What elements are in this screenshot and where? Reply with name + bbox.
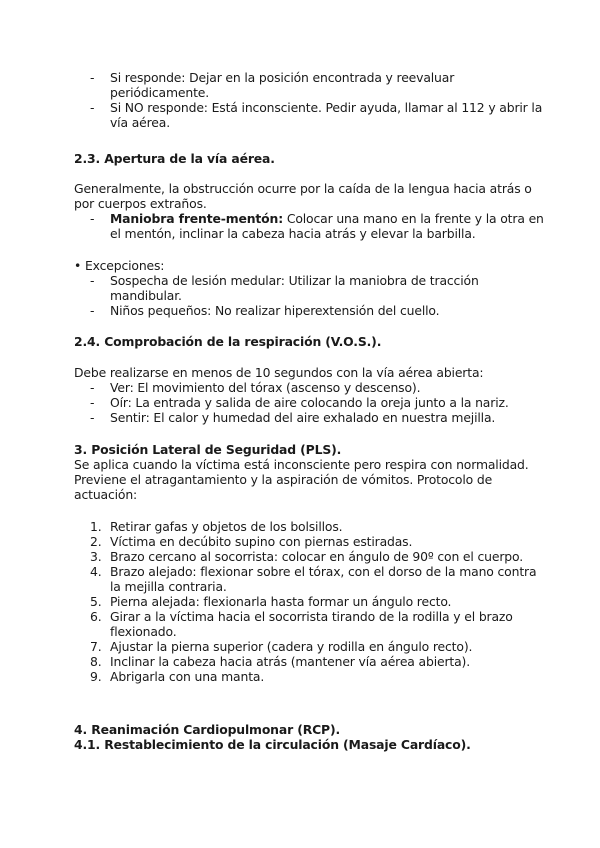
exceptions-list xyxy=(74,273,544,318)
top-list xyxy=(74,70,544,130)
section-heading-2-3: 2.3. Apertura de la vía aérea. xyxy=(74,151,275,166)
breathing-intro: Debe realizarse en menos de 10 segundos con la vía aérea abierta: xyxy=(74,365,484,380)
list-item xyxy=(74,609,544,639)
list-item xyxy=(74,669,544,684)
step-number: 8. xyxy=(90,654,102,669)
step-text: Inclinar la cabeza hacia atrás (mantener vía aérea abierta). xyxy=(110,654,471,669)
step-text: Retirar gafas y objetos de los bolsillos. xyxy=(110,519,343,534)
section-heading-2-4: 2.4. Comprobación de la respiración (V.O.S.). xyxy=(74,334,382,349)
list-item xyxy=(74,549,544,564)
vos-list xyxy=(74,380,544,425)
list-item xyxy=(74,519,544,534)
list-item: - Si responde: Dejar en la posición encontrada y reevaluar periódicamente. xyxy=(74,70,544,100)
step-text: Brazo cercano al socorrista: colocar en ángulo de 90º con el cuerpo. xyxy=(110,549,523,564)
step-number: 7. xyxy=(90,639,102,654)
list-item: - Sentir: El calor y humedad del aire exhalado en nuestra mejilla. xyxy=(74,410,544,425)
section-heading-4-1: 4.1. Restablecimiento de la circulación (Masaje Cardíaco). xyxy=(74,737,471,752)
pls-steps xyxy=(74,519,544,684)
step-text: Víctima en decúbito supino con piernas estiradas. xyxy=(110,534,413,549)
pls-intro: Se aplica cuando la víctima está inconsciente pero respira con normalidad. Previene el atragantamiento y la aspiración de vómitos. Protocolo de actuación: xyxy=(74,457,529,502)
step-number: 3. xyxy=(90,549,102,564)
list-item: - Ver: El movimiento del tórax (ascenso y descenso). xyxy=(74,380,544,395)
list-item: - Si NO responde: Está inconsciente. Pedir ayuda, llamar al 112 y abrir la vía aérea. xyxy=(74,100,544,130)
step-text: Abrigarla con una manta. xyxy=(110,669,265,684)
list-item xyxy=(74,534,544,549)
section-heading-3: 3. Posición Lateral de Seguridad (PLS). xyxy=(74,442,342,457)
list-item: - Sospecha de lesión medular: Utilizar la maniobra de tracción mandibular. xyxy=(74,273,544,303)
step-text: Pierna alejada: flexionarla hasta formar un ángulo recto. xyxy=(110,594,452,609)
list-item xyxy=(74,654,544,669)
airway-intro: Generalmente, la obstrucción ocurre por la caída de la lengua hacia atrás o por cuerpos extraños. xyxy=(74,181,532,211)
step-number: 1. xyxy=(90,519,102,534)
section-heading-4: 4. Reanimación Cardiopulmonar (RCP). xyxy=(74,722,341,737)
step-number: 5. xyxy=(90,594,102,609)
maneuver-list xyxy=(74,211,544,241)
step-number: 6. xyxy=(90,609,102,624)
step-number: 9. xyxy=(90,669,102,684)
step-text: Ajustar la pierna superior (cadera y rodilla en ángulo recto). xyxy=(110,639,473,654)
list-item: - Niños pequeños: No realizar hiperextensión del cuello. xyxy=(74,303,544,318)
list-item xyxy=(74,564,544,594)
list-item xyxy=(74,594,544,609)
step-number: 4. xyxy=(90,564,102,579)
exceptions-title: • Excepciones: xyxy=(74,258,165,273)
step-text: Girar a la víctima hacia el socorrista tirando de la rodilla y el brazo flexionado. xyxy=(110,609,513,639)
list-item xyxy=(74,639,544,654)
maneuver-label: Maniobra frente-mentón: xyxy=(110,211,284,226)
list-item: - Oír: La entrada y salida de aire colocando la oreja junto a la nariz. xyxy=(74,395,544,410)
maneuver-text: Colocar una mano en la frente y la otra en el mentón, inclinar la cabeza hacia atrás y elevar la barbilla. xyxy=(110,211,544,241)
step-text: Brazo alejado: flexionar sobre el tórax, con el dorso de la mano contra la mejilla contraria. xyxy=(110,564,537,594)
step-number: 2. xyxy=(90,534,102,549)
list-item xyxy=(74,211,544,241)
